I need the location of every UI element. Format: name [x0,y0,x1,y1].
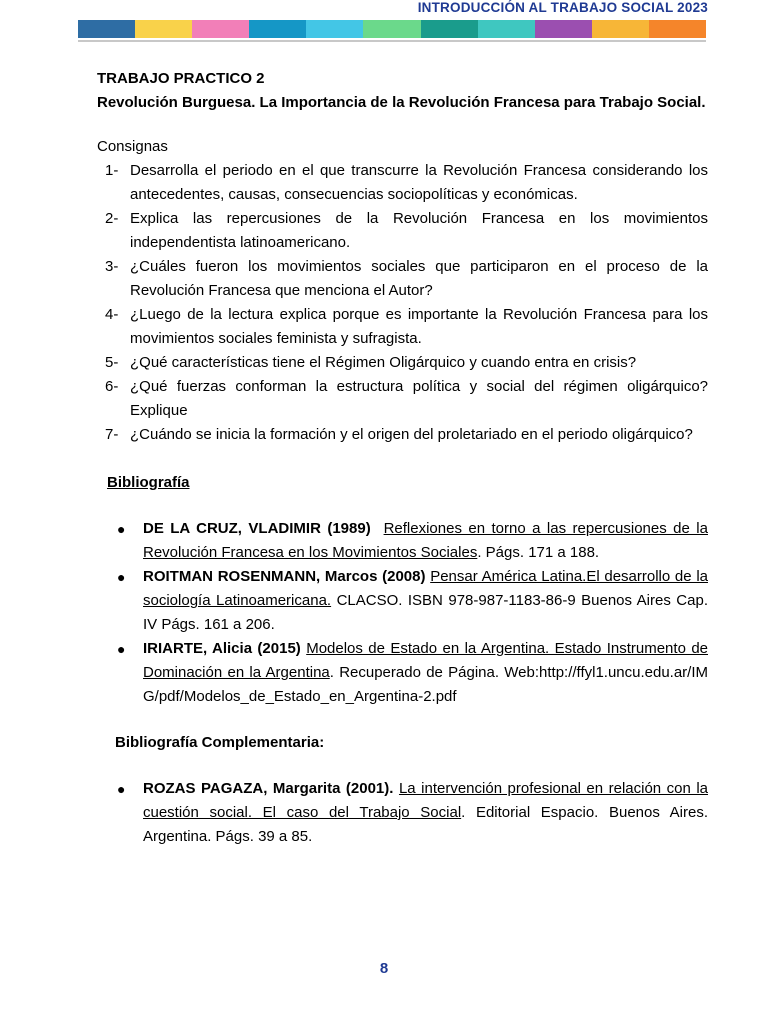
document-subtitle: Revolución Burguesa. La Importancia de la Revolución Francesa para Trabajo Social. [97,94,706,111]
bibliografia-list [97,517,708,709]
document-body [97,67,708,849]
page-number: 8 [379,960,389,977]
list-item [97,565,708,637]
item-number: 1- [105,162,119,179]
list-item [97,375,708,423]
ref-title: Reflexiones en torno a las repercusiones de la Revolución Francesa en los Movimientos Sociales [143,520,708,561]
color-segment [649,20,706,38]
ref-title: Pensar América Latina.El desarrollo de la sociología Latinoamericana. [143,568,708,609]
item-text: ¿Cuáles fueron los movimientos sociales que participaron en el proceso de la Revolución Francesa que menciona el Autor? [130,258,708,299]
item-number: 3- [105,258,119,275]
item-text: ¿Qué características tiene el Régimen Oligárquico y cuando entra en crisis? [130,354,637,371]
consignas-list [97,159,708,447]
ref-rest: . Recuperado de Página. Web:http://ffyl1.uncu.edu.ar/IMG/pdf/Modelos_de_Estado_en_Argentina-2.pdf [143,664,709,705]
ref-title: Modelos de Estado en la Argentina. Estado Instrumento de Dominación en la Argentina [143,640,708,681]
item-number: 7- [105,426,119,443]
list-item [97,637,708,709]
header-rule [78,40,706,42]
item-number: 4- [105,306,119,323]
ref-rest: . Editorial Espacio. Buenos Aires. Argentina. Págs. 39 a 85. [143,804,708,845]
list-item [97,517,708,565]
header-color-bar [78,20,706,38]
list-item [97,777,708,849]
color-segment [192,20,249,38]
color-segment [135,20,192,38]
ref-author: IRIARTE, Alicia (2015) [143,640,301,657]
complementaria-heading: Bibliografía Complementaria: [115,734,325,751]
list-item [97,207,708,255]
bibliografia-heading: Bibliografía [107,474,190,491]
item-text: Desarrolla el periodo en el que transcurre la Revolución Francesa considerando los antecedentes, causas, consecuencias sociopolíticas y económicas. [130,162,708,203]
color-segment [306,20,363,38]
item-text: Explica las repercusiones de la Revolución Francesa en los movimientos independentista latinoamericano. [130,210,708,251]
color-segment [78,20,135,38]
color-segment [478,20,535,38]
color-segment [535,20,592,38]
ref-rest: . Págs. 171 a 188. [477,544,600,561]
bullet-icon: ● [117,641,126,657]
ref-title: La intervención profesional en relación con la cuestión social. El caso del Trabajo Social [143,780,709,821]
list-item [97,159,708,207]
color-segment [592,20,649,38]
ref-author: DE LA CRUZ, VLADIMIR (1989) [143,520,371,537]
ref-author: ROITMAN ROSENMANN, Marcos (2008) [143,568,426,585]
bullet-icon: ● [117,521,126,537]
header-title: INTRODUCCIÓN AL TRABAJO SOCIAL 2023 [417,0,708,15]
color-segment [421,20,478,38]
item-text: ¿Cuándo se inicia la formación y el origen del proletariado en el periodo oligárquico? [130,426,693,443]
item-number: 5- [105,354,119,371]
color-segment [249,20,306,38]
item-text: ¿Qué fuerzas conforman la estructura política y social del régimen oligárquico? Explique [130,378,708,419]
item-number: 2- [105,210,119,227]
list-item [97,303,708,351]
ref-rest: CLACSO. ISBN 978-987-1183-86-9 Buenos Aires Cap. IV Págs. 161 a 206. [143,592,708,633]
list-item [97,351,708,375]
consignas-label: Consignas [97,138,168,155]
bullet-icon: ● [117,569,126,585]
list-item [97,255,708,303]
bullet-icon: ● [117,781,126,797]
document-title: TRABAJO PRACTICO 2 [97,70,265,87]
item-text: ¿Luego de la lectura explica porque es importante la Revolución Francesa para los movimientos sociales feminista y sufragista. [130,306,708,347]
complementaria-list [97,777,708,849]
list-item [97,423,708,447]
item-number: 6- [105,378,119,395]
ref-author: ROZAS PAGAZA, Margarita (2001). [143,780,394,797]
color-segment [363,20,420,38]
